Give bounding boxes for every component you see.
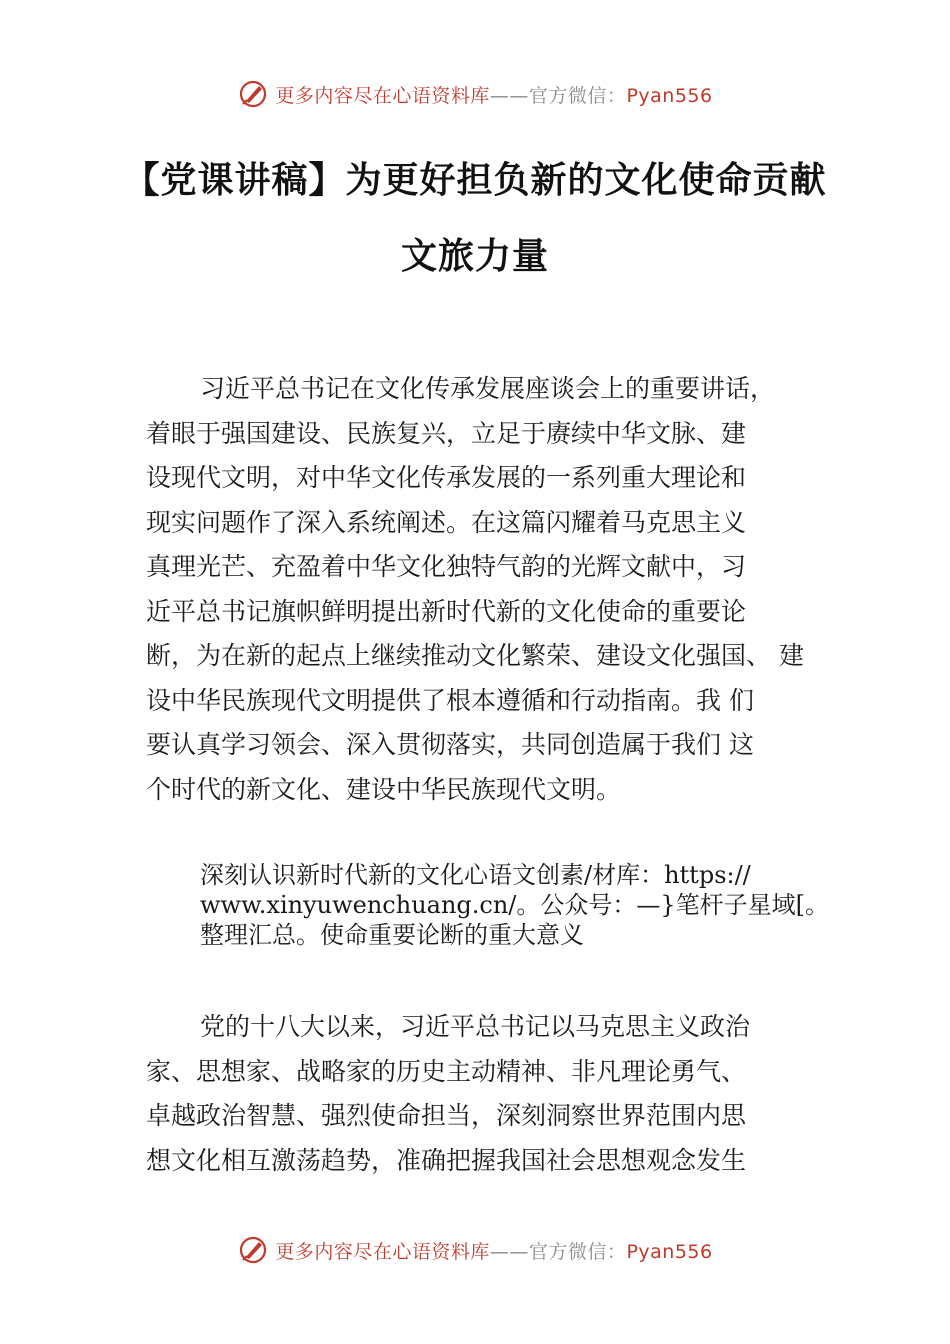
watermark-site-text: 更多内容尽在心语资料库	[275, 84, 490, 107]
body-paragraph-1	[146, 367, 846, 812]
watermark-contact-id: Pyan556	[626, 1240, 713, 1263]
document-title-line-1: 【党课讲稿】为更好担负新的文化使命贡献	[123, 160, 827, 201]
watermark-dash: ——	[489, 1240, 529, 1263]
paragraph-line: 党的十八大以来，习近平总书记以马克思主义政治	[200, 1012, 751, 1041]
promo-line: 深刻认识新时代新的文化心语文创素/材库：https://	[200, 861, 751, 889]
header-watermark	[0, 74, 950, 114]
document-title-line-2: 文旅力量	[400, 236, 549, 277]
promo-line: 整理汇总。使命重要论断的重大意义	[200, 921, 584, 949]
watermark-contact-label: 官方微信：	[528, 84, 627, 107]
paragraph-line: 设中华民族现代文明提供了根本遵循和行动指南。我 们	[146, 685, 754, 715]
watermark-text	[275, 1237, 712, 1264]
watermark-text	[275, 81, 712, 108]
paragraph-line: 要认真学习领会、深入贯彻落实，共同创造属于我们 这	[146, 730, 754, 759]
promo-line: www.xinyuwenchuang.cn/。公众号：—}笔杆子星域[。	[200, 891, 830, 919]
watermark-site-text: 更多内容尽在心语资料库	[275, 1240, 490, 1263]
paragraph-line: 着眼于强国建设、民族复兴，立足于赓续中华文脉、建	[146, 418, 747, 448]
body-paragraph-2	[146, 1005, 846, 1183]
paragraph-line: 断，为在新的起点上继续推动文化繁荣、建设文化强国、 建	[146, 641, 804, 670]
paragraph-line: 现实问题作了深入系统阐述。在这篇闪耀着马克思主义	[146, 507, 747, 537]
paragraph-line: 设现代文明，对中华文化传承发展的一系列重大理论和	[146, 463, 747, 492]
quill-pen-logo-icon	[237, 1234, 269, 1266]
paragraph-line: 个时代的新文化、建设中华民族现代文明。	[146, 774, 622, 804]
watermark-contact-id: Pyan556	[626, 84, 713, 107]
paragraph-line: 习近平总书记在文化传承发展座谈会上的重要讲话，	[200, 374, 776, 403]
paragraph-line: 想文化相互激荡趋势，准确把握我国社会思想观念发生	[146, 1145, 747, 1175]
source-promo-block	[200, 860, 850, 950]
footer-watermark	[0, 1230, 950, 1270]
paragraph-line: 近平总书记旗帜鲜明提出新时代新的文化使命的重要论	[146, 596, 747, 626]
paragraph-line: 卓越政治智慧、强烈使命担当，深刻洞察世界范围内思	[146, 1101, 747, 1130]
paragraph-line: 真理光芒、充盈着中华文化独特气韵的光辉文献中，习	[146, 552, 747, 581]
paragraph-line: 家、思想家、战略家的历史主动精神、非凡理论勇气、	[146, 1056, 747, 1086]
watermark-dash: ——	[489, 84, 529, 107]
quill-pen-logo-icon	[237, 78, 269, 110]
watermark-contact-label: 官方微信：	[528, 1240, 627, 1263]
